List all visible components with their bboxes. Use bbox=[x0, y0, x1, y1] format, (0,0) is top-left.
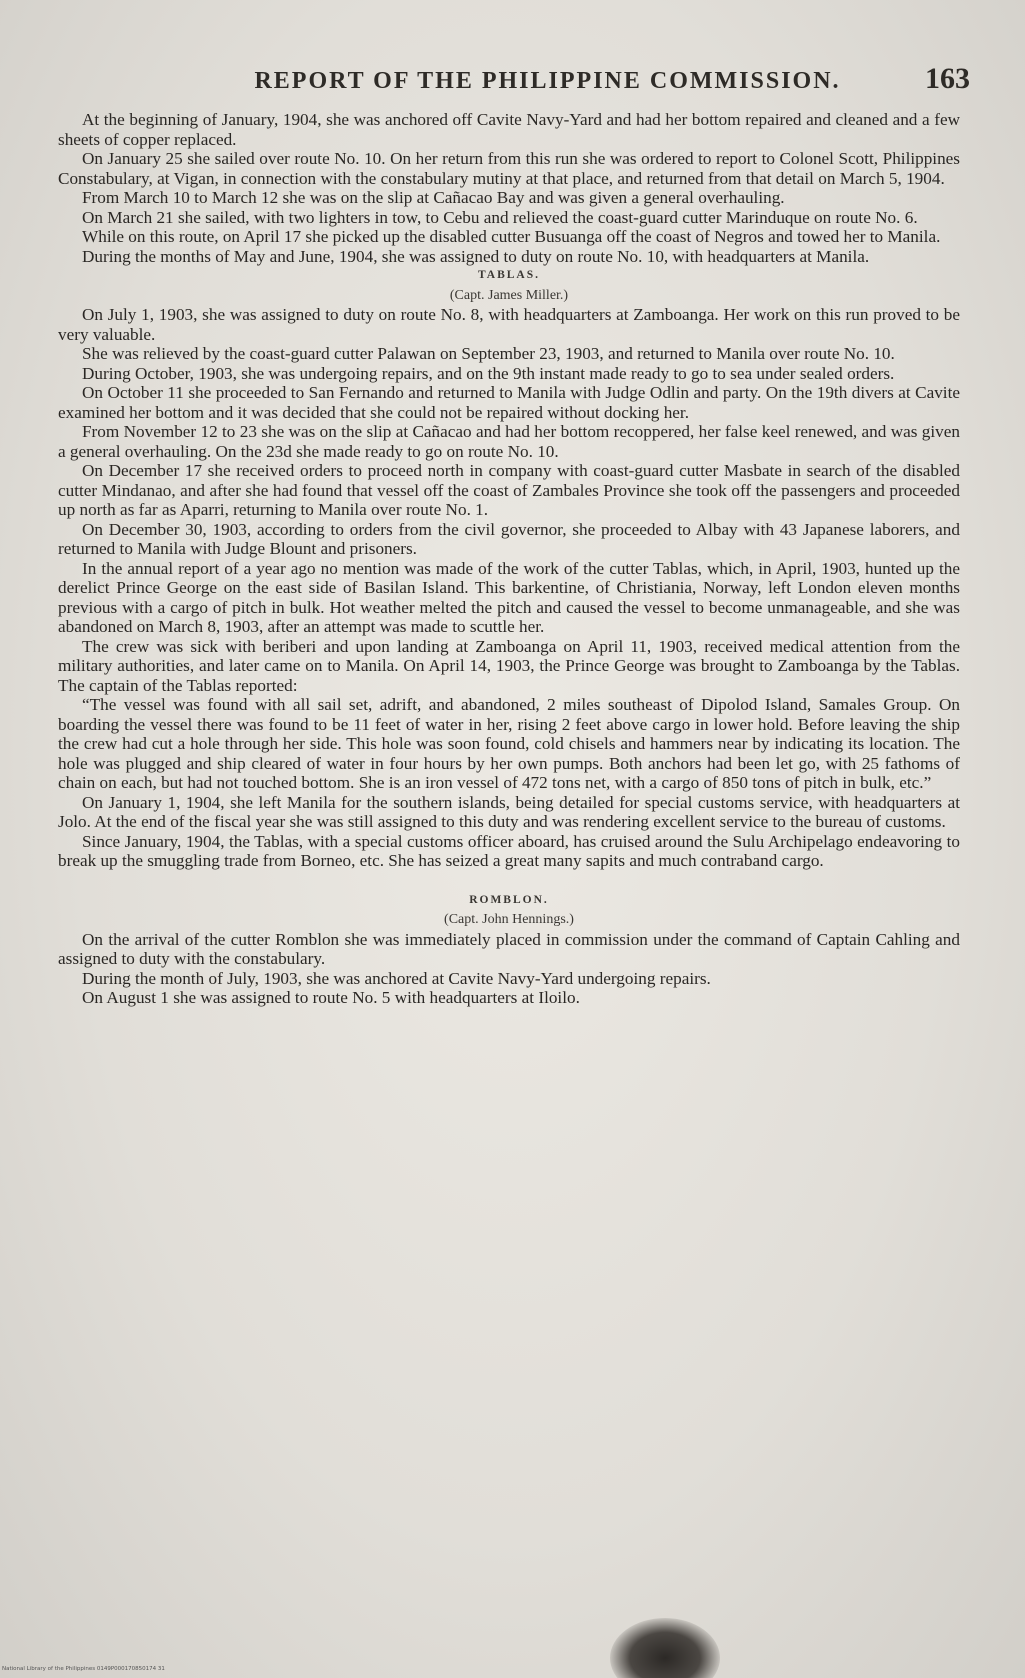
paragraph: On the arrival of the cutter Romblon she was immediately placed in commission under the command of Captain Cahling and assigned to duty with the constabulary. bbox=[58, 929, 960, 968]
paragraph: On January 25 she sailed over route No. 10. On her return from this run she was ordered to report to Colonel Scott, Philippines Constabulary, at Vigan, in connection with the constabulary mutiny at that place, and returned from that detail on March 5, 1904. bbox=[58, 149, 960, 188]
paragraph: While on this route, on April 17 she picked up the disabled cutter Busuanga off the coast of Negros and towed her to Manila. bbox=[82, 227, 941, 246]
paragraph: The crew was sick with beriberi and upon landing at Zamboanga on April 11, 1903, received medical attention from the military authorities, and later came on to Manila. On April 14, 1903, the Prince George was brought to Zamboanga by the Tablas. The captain of the Tablas reported: bbox=[58, 636, 960, 695]
section-heading-tablas: TABLAS. bbox=[477, 269, 541, 281]
quoted-report: “The vessel was found with all sail set, adrift, and abandoned, 2 miles southeast of Dipolod Island, Samales Group. On boarding the vessel there was found to be 11 feet of water in her, rising 2 feet above cargo in lower hold. Before leaving the ship the crew had cut a hole through her side. This hole was soon found, cold chisels and hammers near by indicating its location. The hole was plugged and ship cleared of water in four hours by her own pumps. Both anchors had been let go, with 25 fathoms of chain on each, but had not touched bottom. She is an iron vessel of 472 tons net, with a cargo of 850 tons of pitch in bulk, etc.” bbox=[58, 695, 960, 792]
paragraph: From March 10 to March 12 she was on the slip at Cañacao Bay and was given a general overhauling. bbox=[82, 188, 785, 207]
paragraph: On December 30, 1903, according to orders from the civil governor, she proceeded to Albay with 43 Japanese laborers, and returned to Manila with Judge Blount and prisoners. bbox=[58, 519, 960, 558]
paragraph: On July 1, 1903, she was assigned to duty on route No. 8, with headquarters at Zamboanga. Her work on this run proved to be very valuable. bbox=[58, 305, 960, 344]
page-number: 163 bbox=[925, 62, 970, 95]
captain-line-romblon: (Capt. John Hennings.) bbox=[444, 912, 574, 927]
running-head: REPORT OF THE PHILIPPINE COMMISSION. bbox=[254, 68, 841, 94]
paragraph: On October 11 she proceeded to San Fernando and returned to Manila with Judge Odlin and party. On the 19th divers at Cavite examined her bottom and it was decided that she could not be repaired without docking her. bbox=[58, 383, 960, 422]
paragraph: At the beginning of January, 1904, she was anchored off Cavite Navy-Yard and had her bottom repaired and cleaned and a few sheets of copper replaced. bbox=[58, 110, 960, 149]
paragraph: In the annual report of a year ago no mention was made of the work of the cutter Tablas, which, in April, 1903, hunted up the derelict Prince George on the east side of Basilan Island. This barkentine, of Christiania, Norway, left London eleven months previous with a cargo of pitch in bulk. Hot weather melted the pitch and caused the vessel to become unmanageable, and she was abandoned on March 8, 1903, after an attempt was made to scuttle her. bbox=[58, 558, 960, 636]
section-heading-romblon: ROMBLON. bbox=[469, 893, 549, 906]
paragraph: On January 1, 1904, she left Manila for the southern islands, being detailed for special customs service, with headquarters at Jolo. At the end of the fiscal year she was still assigned to this duty and was rendering excellent service to the bureau of customs. bbox=[58, 792, 960, 831]
captain-line-tablas: (Capt. James Miller.) bbox=[449, 287, 569, 303]
paragraph: During October, 1903, she was undergoing repairs, and on the 9th instant made ready to go to sea under sealed orders. bbox=[82, 363, 895, 383]
paragraph: She was relieved by the coast-guard cutter Palawan on September 23, 1903, and returned to Manila over route No. 10. bbox=[82, 344, 895, 363]
scan-thumb-shadow bbox=[610, 1618, 720, 1678]
paragraph: Since January, 1904, the Tablas, with a special customs officer aboard, has cruised around the Sulu Archipelago endeavoring to break up the smuggling trade from Borneo, etc. She has seized a great many sapits and much contraband cargo. bbox=[58, 831, 960, 870]
page-header bbox=[170, 62, 970, 96]
scan-footer-note: National Library of the Philippines 0149P000170850174 31 bbox=[2, 1666, 165, 1672]
paragraph: On August 1 she was assigned to route No. 5 with headquarters at Iloilo. bbox=[82, 988, 580, 1007]
paragraph: During the months of May and June, 1904, she was assigned to duty on route No. 10, with headquarters at Manila. bbox=[82, 246, 870, 266]
body-text bbox=[58, 110, 960, 1008]
paragraph: On March 21 she sailed, with two lighters in tow, to Cebu and relieved the coast-guard cutter Marinduque on route No. 6. bbox=[82, 207, 918, 227]
paragraph: During the month of July, 1903, she was anchored at Cavite Navy-Yard undergoing repairs. bbox=[82, 968, 711, 988]
paragraph: From November 12 to 23 she was on the slip at Cañacao and had her bottom recoppered, her false keel renewed, and was given a general overhauling. On the 23d she made ready to go on route No. 10. bbox=[58, 422, 960, 461]
paragraph: On December 17 she received orders to proceed north in company with coast-guard cutter Masbate in search of the disabled cutter Mindanao, and after she had found that vessel off the coast of Zambales Province she took off the passengers and proceeded up north as far as Aparri, returning to Manila over route No. 1. bbox=[58, 461, 960, 519]
